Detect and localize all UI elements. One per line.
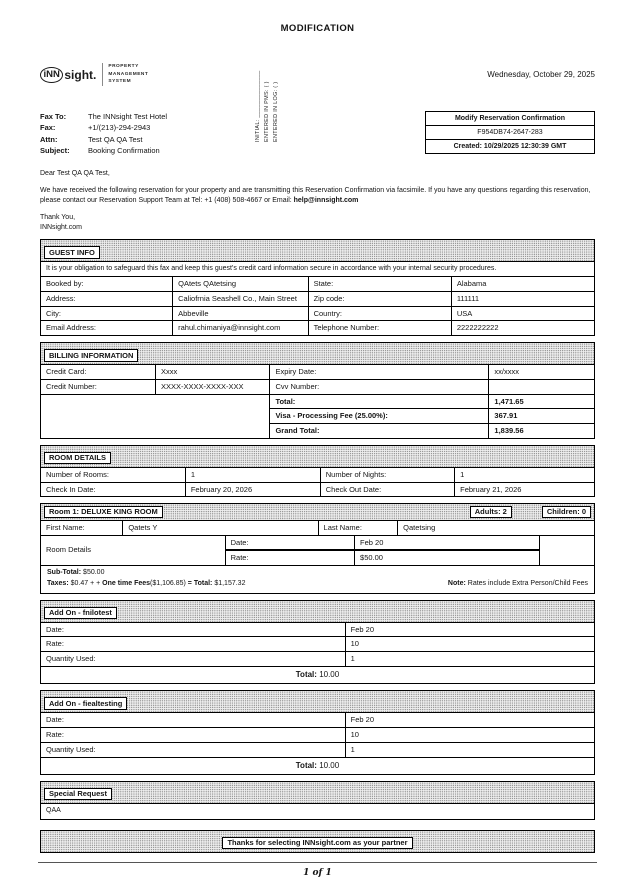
- room1-section: [40, 503, 595, 593]
- billing-blank-cell: [41, 394, 270, 438]
- fax-number-row: [40, 122, 167, 133]
- guest-info-table: [41, 276, 594, 335]
- state-label: State:: [308, 277, 451, 292]
- addon-rate-label: Rate:: [41, 728, 345, 743]
- phone-label: Telephone Number:: [308, 321, 451, 335]
- page-number: 1 of 1: [303, 867, 332, 878]
- country-value: USA: [451, 306, 594, 321]
- fax-number-label: Fax:: [40, 123, 56, 133]
- table-row: [41, 652, 594, 667]
- subject-row: [40, 145, 167, 156]
- guest-info-header: [41, 240, 594, 261]
- children-badge: Children: 0: [542, 506, 591, 519]
- checkout-value: February 21, 2026: [455, 482, 594, 496]
- room-details-cell: Room Details: [41, 535, 225, 565]
- city-label: City:: [41, 306, 173, 321]
- special-request-header: [41, 782, 594, 803]
- rate-label: Rate:: [225, 550, 354, 565]
- thanks-banner-inner: [41, 831, 594, 852]
- addon-date-label: Date:: [41, 713, 345, 728]
- room-rate-empty-cell: [539, 535, 594, 565]
- guest-info-heading: GUEST INFO: [44, 246, 100, 259]
- total-label: Total:: [270, 394, 489, 409]
- logo-tagline: [102, 63, 148, 86]
- rate-value: $50.00: [355, 550, 540, 565]
- support-email: help@innsight.com: [293, 196, 359, 204]
- addon-1-table: [41, 622, 594, 684]
- addon-quantity-value: 1: [345, 742, 594, 757]
- zip-label: Zip code:: [308, 291, 451, 306]
- attn-label: Attn:: [40, 134, 58, 144]
- one-time-fees-label: One time Fees: [102, 579, 151, 587]
- note-text: Rates include Extra Person/Child Fees: [467, 579, 588, 587]
- expiry-label: Expiry Date:: [270, 365, 489, 380]
- addon-2-header: [41, 691, 594, 712]
- letter-closing: Thank You,: [40, 213, 76, 221]
- checkout-label: Check Out Date:: [320, 482, 454, 496]
- rates-note: [448, 579, 588, 590]
- grand-total-value: 1,839.56: [489, 424, 594, 438]
- credit-card-label: Credit Card:: [41, 365, 155, 380]
- logo-wordmark-rest: sight.: [64, 67, 97, 82]
- first-name-value: Qatets Y: [123, 520, 318, 534]
- addon-total-row: [41, 666, 594, 683]
- grand-total-label: Grand Total:: [270, 424, 489, 438]
- addon-date-label: Date:: [41, 622, 345, 637]
- attn-row: [40, 134, 167, 145]
- table-row: [41, 728, 594, 743]
- fax-to-value: The INNsight Test Hotel: [88, 112, 168, 121]
- addon-rate-value: 10: [345, 637, 594, 652]
- room-details-section: [40, 445, 595, 498]
- letter-signature: INNsight.com: [40, 223, 83, 231]
- addon-total-value: 10.00: [319, 760, 340, 770]
- num-rooms-value: 1: [185, 467, 320, 482]
- first-name-label: First Name:: [41, 520, 123, 534]
- special-request-heading: Special Request: [44, 788, 112, 801]
- room-details-header: [41, 446, 594, 467]
- email-label: Email Address:: [41, 321, 173, 335]
- table-row: [41, 637, 594, 652]
- subtotal-value: $50.00: [83, 569, 105, 576]
- num-nights-value: 1: [455, 467, 594, 482]
- table-row: [41, 379, 594, 394]
- letter-paragraph-text: We have received the following reservation for your property and are transmitting this Reservation Confirmation via facsimile. If you have any questions regarding this reservation, please contact our Reservation Support Team at Tel: +1 (408) 508-4667 or Email:: [40, 186, 591, 204]
- address-label: Address:: [41, 291, 173, 306]
- credit-card-value: Xxxx: [155, 365, 269, 380]
- magnifier-circle-icon: iNN: [40, 67, 63, 83]
- addon-total-value: 10.00: [319, 669, 340, 679]
- expiry-value: xx/xxxx: [489, 365, 594, 380]
- processing-fee-label: Visa - Processing Fee (25.00%):: [270, 409, 489, 424]
- total-value: 1,471.65: [489, 394, 594, 409]
- taxes-label: Taxes:: [47, 579, 69, 587]
- table-row: [41, 291, 594, 306]
- table-row: [41, 467, 594, 482]
- one-time-fees-value: ($1,106.85): [150, 579, 186, 587]
- subject-value: Booking Confirmation: [88, 145, 160, 155]
- rate-date-value: Feb 20: [355, 535, 540, 550]
- attn-value: Test QA QA Test: [88, 134, 143, 144]
- subject-label: Subject:: [40, 145, 70, 155]
- table-row: [41, 306, 594, 321]
- stamp-entered-in-pms: ENTERED IN PMS: ( ): [264, 81, 270, 142]
- table-row: [41, 535, 594, 550]
- note-label: Note:: [447, 579, 466, 587]
- fax-number-value: +1/(213)-294-2943: [88, 123, 151, 133]
- letter-greeting: Dear Test QA QA Test,: [40, 170, 110, 177]
- checkin-value: February 20, 2026: [185, 482, 320, 496]
- billing-header: [41, 343, 594, 364]
- checkin-label: Check In Date:: [41, 482, 185, 496]
- room-details-heading: ROOM DETAILS: [44, 452, 111, 465]
- special-request-value: QAA: [41, 803, 594, 819]
- confirmation-title: Modify Reservation Confirmation: [426, 112, 594, 126]
- billing-heading: BILLING INFORMATION: [44, 349, 138, 362]
- subtotal-label: Sub-Total:: [47, 569, 82, 576]
- special-request-section: [40, 781, 595, 820]
- table-row: [41, 742, 594, 757]
- billing-section: [40, 342, 595, 439]
- thanks-banner: [40, 830, 595, 853]
- document-title: MODIFICATION: [280, 23, 355, 34]
- innsight-logo: [40, 63, 148, 86]
- subtotal-line: [47, 568, 588, 579]
- table-row: [41, 321, 594, 335]
- last-name-value: Qatetsing: [398, 520, 594, 534]
- addon-total-label: Total:: [295, 669, 317, 679]
- stamp-entered-in-log: ENTERED IN LOG: ( ): [273, 81, 279, 142]
- billing-table: [41, 364, 594, 438]
- addon-date-value: Feb 20: [345, 713, 594, 728]
- fax-to-label: Fax To:: [40, 112, 67, 121]
- booked-by-value: QAtets QAtetsing: [173, 277, 308, 292]
- addon-2-section: [40, 690, 595, 775]
- confirmation-box: [425, 111, 595, 154]
- last-name-label: Last Name:: [318, 520, 398, 534]
- addon-rate-label: Rate:: [41, 637, 345, 652]
- addon-quantity-value: 1: [345, 652, 594, 667]
- addon-quantity-label: Quantity Used:: [41, 742, 345, 757]
- innsight-logo-wordmark: [40, 67, 96, 83]
- table-row: [41, 277, 594, 292]
- rate-date-label: Date:: [225, 535, 354, 550]
- taxes-value: $0.47 + +: [70, 579, 101, 587]
- cvv-value: [489, 379, 594, 394]
- table-row: [41, 713, 594, 728]
- table-row: [41, 622, 594, 637]
- table-row: [41, 520, 594, 534]
- room1-header: [41, 504, 594, 520]
- room-rate-table: [41, 535, 594, 566]
- room-subtotal-block: [41, 565, 594, 593]
- confirmation-created: Created: 10/29/2025 12:30:39 GMT: [453, 143, 567, 150]
- address-value: Caliofrnia Seashell Co., Main Street: [173, 291, 308, 306]
- footer-divider: [38, 862, 597, 863]
- state-value: Alabama: [451, 277, 594, 292]
- num-nights-label: Number of Nights:: [320, 467, 454, 482]
- guest-info-section: [40, 239, 595, 336]
- letter-body: [40, 169, 596, 233]
- room1-heading: Room 1: DELUXE KING ROOM: [44, 506, 163, 519]
- tagline-line-3: SYSTEM: [108, 79, 132, 85]
- addon-quantity-label: Quantity Used:: [41, 652, 345, 667]
- table-row: [41, 365, 594, 380]
- fax-header-block: [40, 111, 167, 156]
- addon-1-section: [40, 600, 595, 685]
- stamp-initial-line: INITIAL: ______________: [255, 70, 261, 142]
- addon-rate-value: 10: [345, 728, 594, 743]
- credit-number-value: XXXX-XXXX-XXXX-XXX: [155, 379, 269, 394]
- tagline-line-2: MANAGEMENT: [108, 71, 149, 77]
- entered-stamp-block: [252, 44, 282, 142]
- room-total-value: $1,157.32: [214, 579, 246, 587]
- zip-value: 111111: [451, 291, 594, 306]
- tagline-line-1: PROPERTY: [108, 64, 139, 69]
- addon-1-heading: Add On - fnilotest: [44, 607, 117, 620]
- booked-by-label: Booked by:: [41, 277, 173, 292]
- confirmation-number: F954DB74-2647-283: [426, 126, 594, 140]
- addon-total-label: Total:: [295, 760, 317, 770]
- addon-2-heading: Add On - fiealtesting: [44, 697, 127, 710]
- addon-1-header: [41, 601, 594, 622]
- credit-number-label: Credit Number:: [41, 379, 155, 394]
- addon-date-value: Feb 20: [345, 622, 594, 637]
- table-row: [41, 666, 594, 683]
- cvv-label: Cvv Number:: [270, 379, 489, 394]
- table-row: [41, 757, 594, 774]
- document-date: Wednesday, October 29, 2025: [487, 70, 595, 79]
- processing-fee-value: 367.91: [489, 409, 594, 424]
- table-row: [41, 482, 594, 496]
- room-details-table: [41, 467, 594, 497]
- addon-2-table: [41, 712, 594, 774]
- guest-names-table: [41, 520, 594, 535]
- num-rooms-label: Number of Rooms:: [41, 467, 185, 482]
- phone-value: 2222222222: [451, 321, 594, 335]
- fax-to-row: [40, 111, 167, 122]
- sections-flow: [0, 239, 635, 878]
- adults-badge: Adults: 2: [470, 506, 512, 519]
- country-label: Country:: [308, 306, 451, 321]
- table-row: [41, 394, 594, 409]
- city-value: Abbeville: [173, 306, 308, 321]
- email-value: rahul.chimaniya@innsight.com: [173, 321, 308, 335]
- security-notice: It is your obligation to safeguard this fax and keep this guest's credit card information secure in accordance with your internal security procedures.: [41, 261, 594, 276]
- thanks-banner-text: Thanks for selecting INNsight.com as your partner: [222, 837, 412, 850]
- letter-paragraph: [40, 186, 596, 206]
- addon-total-row: [41, 757, 594, 774]
- room-total-label: = Total:: [187, 579, 213, 587]
